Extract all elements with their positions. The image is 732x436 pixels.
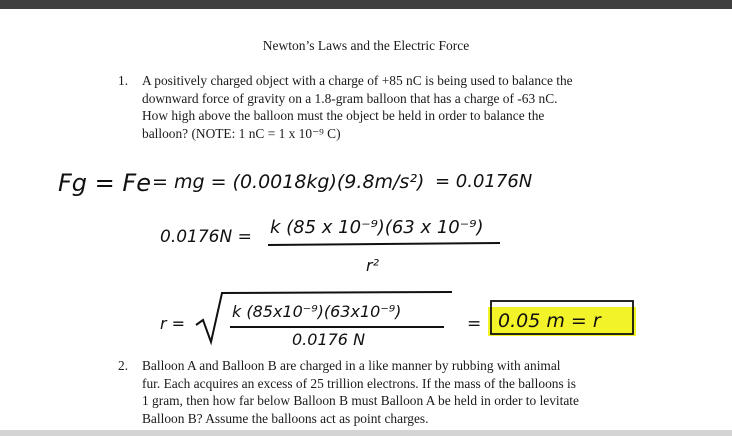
hw-equals-sign: = bbox=[467, 314, 482, 334]
question-2-line-1: Balloon A and Balloon B are charged in a like manner by rubbing with animal bbox=[142, 358, 561, 373]
question-2-line-4: Balloon B? Assume the balloons act as point charges. bbox=[142, 410, 429, 426]
question-1-line-2: downward force of gravity on a 1.8-gram balloon that has a charge of -63 nC. bbox=[142, 90, 558, 106]
hw-force-balance: Fg = Fe bbox=[58, 169, 151, 197]
hw-root-denominator: 0.0176 N bbox=[292, 330, 366, 349]
question-1-line-4: balloon? (NOTE: 1 nC = 1 x 10⁻⁹ C) bbox=[142, 125, 341, 141]
worksheet-page bbox=[0, 9, 732, 430]
hw-coulomb-numerator: k (85 x 10⁻⁹)(63 x 10⁻⁹) bbox=[270, 217, 484, 238]
question-2-number: 2. bbox=[118, 358, 129, 373]
hw-root-numerator: k (85x10⁻⁹)(63x10⁻⁹) bbox=[232, 302, 402, 321]
hw-fraction-bar-1 bbox=[268, 243, 500, 245]
hw-coulomb-lhs: 0.0176N = bbox=[160, 227, 252, 247]
answer-text: 0.05 m = r bbox=[498, 310, 601, 332]
hw-weight-result: = 0.0176N bbox=[435, 171, 533, 192]
question-1-line-1: A positively charged object with a charge of +85 nC is being used to balance the bbox=[142, 73, 573, 88]
page-title: Newton’s Laws and the Electric Force bbox=[262, 38, 470, 53]
hw-weight-expression: = mg = (0.0018kg)(9.8m/s²) bbox=[152, 171, 425, 193]
handwritten-solution bbox=[0, 9, 732, 430]
top-toolbar-strip bbox=[0, 0, 732, 9]
hw-solve-r-lhs: r = bbox=[160, 314, 186, 333]
question-2-line-3: 1 gram, then how far below Balloon B must Balloon A be held in order to levitate bbox=[142, 393, 579, 409]
hw-coulomb-denominator: r² bbox=[366, 256, 379, 275]
question-1-line-3: How high above the balloon must the object be held in order to balance the bbox=[142, 108, 545, 124]
question-1-number: 1. bbox=[118, 73, 129, 88]
bottom-edge bbox=[0, 430, 732, 436]
question-2-line-2: fur. Each acquires an excess of 25 trillion electrons. If the mass of the balloons is bbox=[142, 375, 576, 391]
